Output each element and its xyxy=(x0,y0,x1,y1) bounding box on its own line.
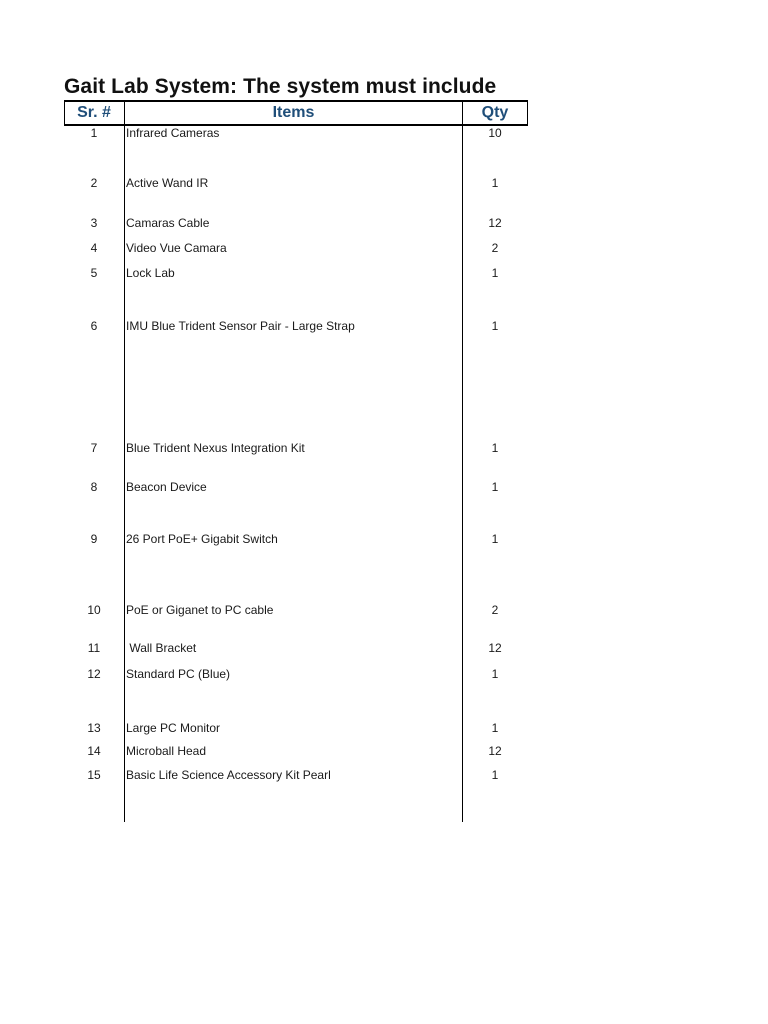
table-row xyxy=(64,440,528,456)
row-sr: 5 xyxy=(90,266,98,280)
row-item: Wall Bracket xyxy=(126,641,197,655)
row-qty: 1 xyxy=(491,768,499,782)
header-right-border xyxy=(527,100,528,126)
header-sr: Sr. # xyxy=(77,104,111,121)
table-row xyxy=(64,531,528,547)
row-item: Video Vue Camara xyxy=(126,241,227,255)
row-sr: 1 xyxy=(90,126,98,140)
row-qty: 1 xyxy=(491,667,499,681)
table-row xyxy=(64,640,528,656)
row-sr: 14 xyxy=(87,744,101,758)
row-qty: 1 xyxy=(491,266,499,280)
row-item: Lock Lab xyxy=(126,266,175,280)
row-sr: 13 xyxy=(87,721,101,735)
row-qty: 12 xyxy=(488,216,502,230)
table-row xyxy=(64,743,528,759)
header-qty: Qty xyxy=(481,104,509,121)
page-title: Gait Lab System: The system must include xyxy=(64,75,497,98)
row-sr: 8 xyxy=(90,480,98,494)
table-row xyxy=(64,215,528,231)
row-item: Standard PC (Blue) xyxy=(126,667,231,681)
column-divider-sr-items xyxy=(124,100,125,822)
row-item: Large PC Monitor xyxy=(126,721,221,735)
row-item: Active Wand IR xyxy=(126,176,209,190)
row-item: Blue Trident Nexus Integration Kit xyxy=(126,441,305,455)
row-qty: 10 xyxy=(488,126,502,140)
row-sr: 6 xyxy=(90,319,98,333)
row-sr: 9 xyxy=(90,532,98,546)
row-sr: 2 xyxy=(90,176,98,190)
table-row xyxy=(64,125,528,141)
row-qty: 12 xyxy=(488,641,502,655)
column-divider-items-qty xyxy=(462,100,463,822)
row-sr: 15 xyxy=(87,768,101,782)
row-item: Infrared Cameras xyxy=(126,126,220,140)
row-item: PoE or Giganet to PC cable xyxy=(126,603,274,617)
table-row xyxy=(64,318,528,334)
row-sr: 11 xyxy=(87,641,101,655)
row-qty: 1 xyxy=(491,480,499,494)
table-row xyxy=(64,767,528,783)
table-row xyxy=(64,175,528,191)
table-row xyxy=(64,240,528,256)
row-item: Beacon Device xyxy=(126,480,207,494)
row-sr: 10 xyxy=(87,603,101,617)
table-row xyxy=(64,479,528,495)
row-item: IMU Blue Trident Sensor Pair - Large Strap xyxy=(126,319,355,333)
table-row xyxy=(64,265,528,281)
title-container xyxy=(64,72,528,102)
row-qty: 1 xyxy=(491,319,499,333)
table-row xyxy=(64,666,528,682)
row-qty: 1 xyxy=(491,721,499,735)
row-qty: 2 xyxy=(491,603,499,617)
row-sr: 7 xyxy=(90,441,98,455)
table-row xyxy=(64,602,528,618)
row-item: Camaras Cable xyxy=(126,216,210,230)
row-item: Microball Head xyxy=(126,744,207,758)
items-table xyxy=(64,100,528,822)
row-qty: 1 xyxy=(491,532,499,546)
row-sr: 3 xyxy=(90,216,98,230)
row-item: 26 Port PoE+ Gigabit Switch xyxy=(126,532,278,546)
row-qty: 1 xyxy=(491,441,499,455)
row-sr: 4 xyxy=(90,241,98,255)
row-qty: 2 xyxy=(491,241,499,255)
row-qty: 12 xyxy=(488,744,502,758)
table-row xyxy=(64,720,528,736)
row-qty: 1 xyxy=(491,176,499,190)
row-item: Basic Life Science Accessory Kit Pearl xyxy=(126,768,331,782)
row-sr: 12 xyxy=(87,667,101,681)
header-items: Items xyxy=(272,104,315,121)
